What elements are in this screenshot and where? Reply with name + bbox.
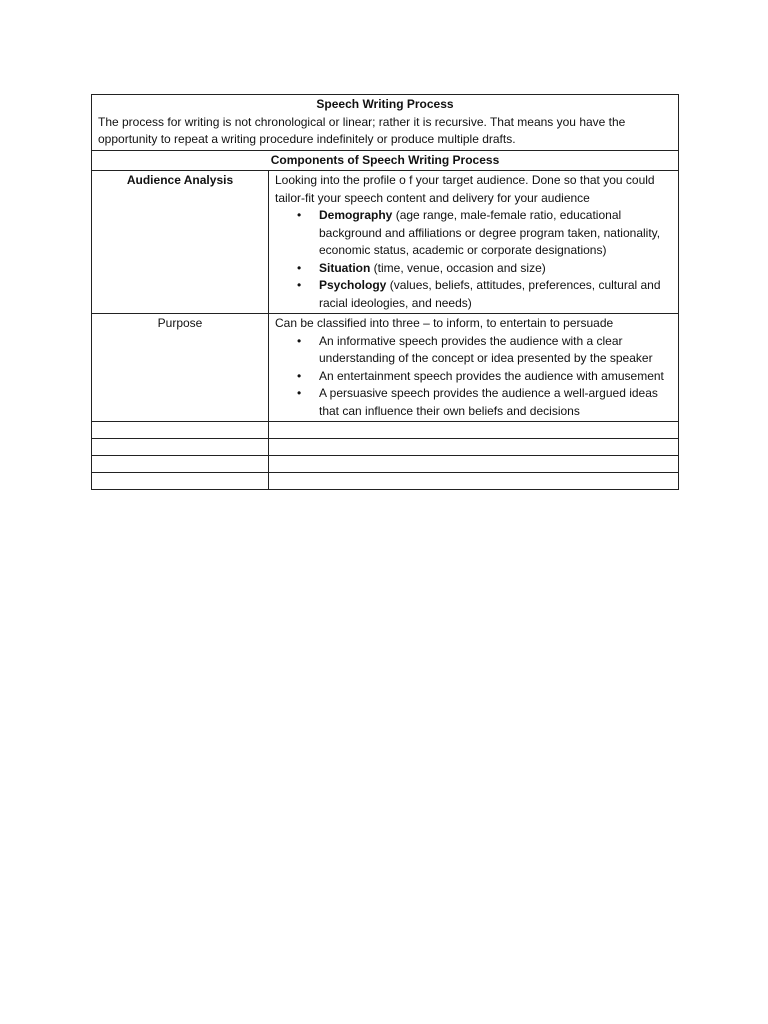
bullet-icon: • xyxy=(297,278,302,292)
empty-cell xyxy=(269,439,679,456)
audience-analysis-content xyxy=(269,171,679,314)
bullet-icon: • xyxy=(297,208,302,222)
entertainment-text: An entertainment speech provides the audience with amusement xyxy=(319,368,664,383)
empty-cell xyxy=(92,456,269,473)
intro-text: The process for writing is not chronological or linear; rather it is recursive. That means you have the opportunity to repeat a writing procedure indefinitely or produce multiple drafts. xyxy=(98,114,626,146)
title-cell xyxy=(92,95,679,151)
table-row-audience-analysis xyxy=(92,171,679,314)
bullet-icon: • xyxy=(297,260,302,275)
empty-cell xyxy=(92,473,269,490)
empty-cell xyxy=(269,456,679,473)
audience-analysis-description: Looking into the profile o f your target audience. Done so that you could tailor-fit your speech content and delivery for your audience xyxy=(275,173,655,205)
list-item-informative xyxy=(297,333,672,368)
empty-cell xyxy=(92,422,269,439)
purpose-bullets xyxy=(275,333,672,421)
psychology-term: Psychology xyxy=(319,278,387,292)
empty-cell xyxy=(269,473,679,490)
purpose-description: Can be classified into three – to inform, to entertain to persuade xyxy=(275,316,614,330)
audience-analysis-bullets xyxy=(275,207,672,312)
situation-text: (time, venue, occasion and size) xyxy=(370,260,546,275)
list-item-psychology xyxy=(297,277,672,312)
empty-row xyxy=(92,439,679,456)
psychology-text: (values, beliefs, attitudes, preferences, cultural and racial ideologies, and needs) xyxy=(319,278,661,310)
components-heading: Components of Speech Writing Process xyxy=(92,150,679,171)
empty-row xyxy=(92,473,679,490)
bullet-icon: • xyxy=(297,368,302,383)
empty-row xyxy=(92,456,679,473)
bullet-icon: • xyxy=(297,333,302,348)
title-row xyxy=(92,95,679,151)
bullet-icon: • xyxy=(297,386,302,400)
audience-analysis-label: Audience Analysis xyxy=(92,171,269,314)
empty-row xyxy=(92,422,679,439)
informative-text: An informative speech provides the audience with a clear understanding of the concept or idea presented by the speaker xyxy=(319,333,653,365)
empty-cell xyxy=(269,422,679,439)
demography-text: (age range, male-female ratio, educational background and affiliations or degree program taken, nationality, economic status, academic or corporate designations) xyxy=(319,208,661,257)
list-item-persuasive xyxy=(297,385,672,420)
document-title: Speech Writing Process xyxy=(316,97,454,111)
empty-cell xyxy=(92,439,269,456)
speech-writing-table xyxy=(91,94,679,490)
purpose-label: Purpose xyxy=(92,314,269,422)
list-item-entertainment xyxy=(297,368,672,386)
purpose-content xyxy=(269,314,679,422)
persuasive-text: A persuasive speech provides the audience a well-argued ideas that can influence their own beliefs and decisions xyxy=(319,386,658,418)
demography-term: Demography xyxy=(319,208,393,222)
components-heading-row xyxy=(92,150,679,171)
table-row-purpose xyxy=(92,314,679,422)
situation-term: Situation xyxy=(319,260,371,275)
list-item-demography xyxy=(297,207,672,260)
list-item-situation xyxy=(297,260,672,278)
